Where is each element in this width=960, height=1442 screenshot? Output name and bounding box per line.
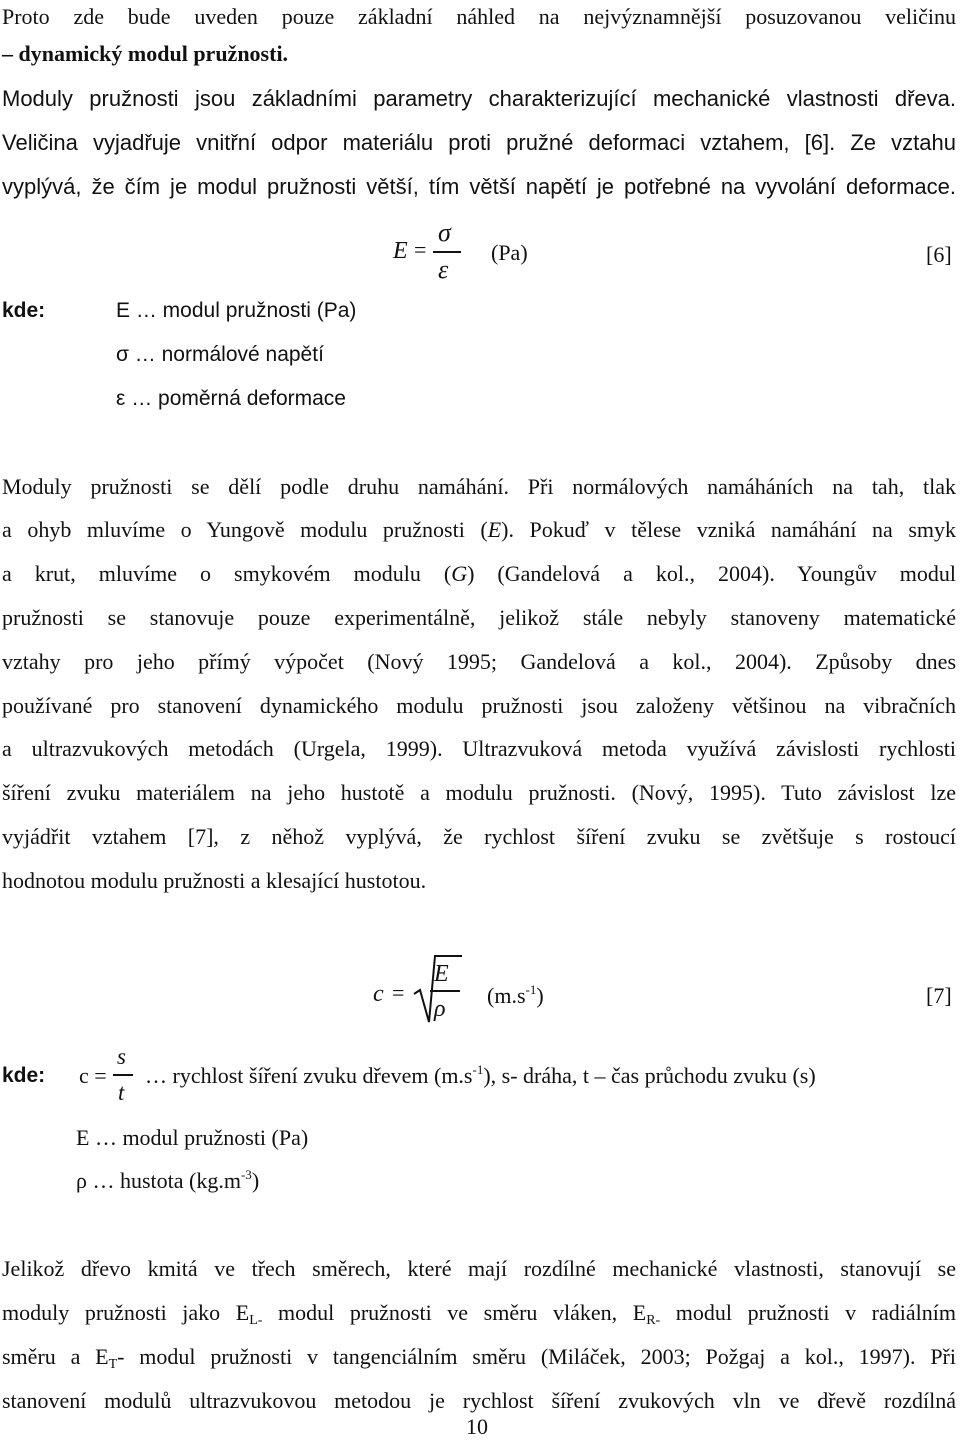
kde2-c-lhs: c = <box>79 1063 107 1088</box>
final-line-4: stanovení modulů ultrazvukovou metodou je rychlost šíření zvukových vln ve dřevě rozdílná <box>2 1388 956 1413</box>
eq7-unit: $(m.s^{-1})$ <box>487 982 544 1008</box>
kde1-label: kde: <box>2 299 46 322</box>
eq7-denominator: ρ <box>434 996 446 1022</box>
eq7-fraction-bar <box>430 990 460 992</box>
final-line-1: Jelikož dřevo kmitá ve třech směrech, které mají rozdílné mechanické vlastnosti, stanovují se <box>2 1256 956 1281</box>
eq6-lhs: E <box>393 238 408 264</box>
eq7-ref: [7] <box>926 983 952 1008</box>
intro-line-5: vyplývá, že čím je modul pružnosti větší, tím větší napětí je potřebné na vyvolání deformace. <box>2 174 956 199</box>
kde1-item-epsilon: ε … poměrná deformace <box>116 387 346 410</box>
eq7-lhs: c <box>373 981 384 1007</box>
kde1-item-sigma: σ … normálové napětí <box>116 343 324 366</box>
eq7-equals: = <box>392 980 405 1005</box>
kde2-e-item: E … modul pružnosti (Pa) <box>76 1125 309 1150</box>
para-line-1: Moduly pružnosti se dělí podle druhu namáhání. Při normálových namáháních na tah, tlak <box>2 474 956 499</box>
kde2-rho-item: ρ … hustota $(kg.m^{-3})$ <box>76 1167 260 1193</box>
final-line-3: směru a $E_T-$ modul pružnosti v tangenciálním směru (Miláček, 2003; Požgaj a kol., 1997). Při <box>2 1344 956 1372</box>
intro-line-2: – dynamický modul pružnosti. <box>2 41 289 66</box>
para-line-8: šíření zvuku materiálem na jeho hustotě a modulu pružnosti. (Nový, 1995). Tuto závislost lze <box>2 780 956 805</box>
kde2-c-description: … rychlost šíření zvuku dřevem $(m.s^{-1})$, s- dráha, t – čas průchodu zvuku (s) <box>145 1062 816 1088</box>
intro-line-3: Moduly pružnosti jsou základními parametry charakterizující mechanické vlastnosti dřeva. <box>2 86 956 111</box>
kde2-c-denominator: t <box>118 1080 125 1105</box>
para-line-5: vztahy pro jeho přímý výpočet (Nový 1995; Gandelová a kol., 2004). Způsoby dnes <box>2 649 956 674</box>
para-line-3: a krut, mluvíme o smykovém modulu (G) (Gandelová a kol., 2004). Youngův modul <box>2 561 956 586</box>
eq6-ref: [6] <box>926 242 952 267</box>
kde1-item-e: E … modul pružnosti (Pa) <box>116 299 357 322</box>
intro-line-4: Veličina vyjadřuje vnitřní odpor materiálu proti pružné deformaci vztahem, [6]. Ze vztahu <box>2 130 956 155</box>
eq7-numerator: E <box>434 961 449 987</box>
intro-line-1: Proto zde bude uveden pouze základní náhled na nejvýznamnější posuzovanou veličinu <box>2 4 956 29</box>
para-line-7: a ultrazvukových metodách (Urgela, 1999). Ultrazvuková metoda využívá závislosti rychlosti <box>2 736 956 761</box>
kde2-c-numerator: s <box>117 1044 126 1069</box>
eq6-equals: = <box>414 237 427 262</box>
eq6-denominator: ε <box>438 255 449 284</box>
para-line-4: pružnosti se stanovuje pouze experimentálně, jelikož stále nebyly stanoveny matematické <box>2 605 956 630</box>
kde2-label: kde: <box>2 1064 46 1087</box>
kde2-c-fraction-bar <box>113 1074 133 1076</box>
para-line-9: vyjádřit vztahem [7], z něhož vyplývá, že rychlost šíření zvuku se zvětšuje s rostoucí <box>2 824 956 849</box>
eq6-fraction-bar <box>433 251 461 253</box>
page-number: 10 <box>466 1414 488 1439</box>
para-line-2: a ohyb mluvíme o Yungově modulu pružnosti (E). Pokuď v tělese vzniká namáhání na smyk <box>2 517 956 542</box>
eq6-unit: (Pa) <box>491 240 528 265</box>
eq6-numerator: σ <box>438 218 451 247</box>
final-line-2: moduly pružnosti jako $E_{L-}$ modul pružnosti ve směru vláken, $E_{R-}$ modul pružnosti v radiálním <box>2 1300 956 1328</box>
para-line-10: hodnotou modulu pružnosti a klesající hustotou. <box>2 868 427 893</box>
para-line-6: používané pro stanovení dynamického modulu pružnosti jsou založeny většinou na vibračních <box>2 693 956 718</box>
